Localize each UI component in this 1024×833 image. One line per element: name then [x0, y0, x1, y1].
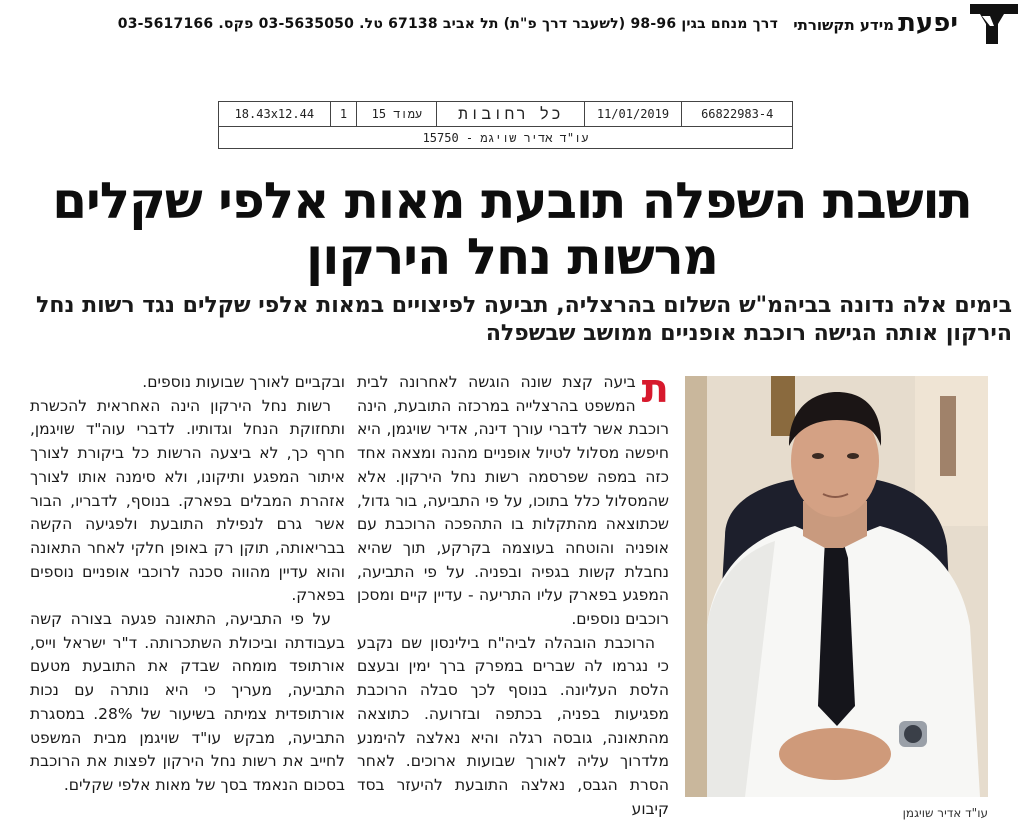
drop-cap: ת	[641, 366, 669, 412]
clipping-client: עו"ד אדיר שויגמ - 15750	[422, 130, 589, 145]
clipping-size: 18.43x12.44	[234, 107, 315, 121]
article-paragraph: ת ביעה קצת שונה הוגשה לאחרונה לבית המשפט בהרצלייה במרכזה התובעת, הינה רוכבת אשר לדברי עורך דינה, אדיר שויגמן, היא חיפשה מסלול לטיול אופניים מהנה ומצאה אחד כזה במפה שפרסמה רשות נחל הירקון. אלא שהמסלול כלל בתוכו, על פי התביעה, בור גדול, שכתוצאה מהתקלות בו התהפכה הרוכבת עם אופניה והוטחה בעוצמה בקרקע, תוך שהיא נחבלת קשות בגפיה ובפניה. על פי התביעה, המפגע בפארק עליו התריעה - עדיין קיים ומסכן רוכבים נוספים.	[357, 366, 669, 629]
article-paragraph: רשות נחל הירקון הינה האחראית להכשרת ותחזוקת הנחל וגדותיו. לדברי עוה"ד שויגמן, חרף כך, לא ביצעה הרשות כל ביקורת לצורך איתור המפגע ותיקונו, ולא סימנה אותו לצורך אזהרת המבלים בפארק. בנוסף, לדבריו, הבור אשר גרם לנפילת התובעת ולפגיעה הקשה בבריאותה, תוקן רק באופן חלקי לאחר התאונה והוא עדיין מהווה סכנה לרוכבי אופניים נוספים בפארק.	[30, 396, 345, 605]
article-subtitle: בימים אלה נדונה בביהמ"ש השלום בהרצליה, תביעה לפיצויים במאות אלפי שקלים נגד רשות נחל הירקון אותה הגישה רוכבת אופניים ממושב שבשפלה	[36, 293, 1012, 346]
article-paragraph: ובקביים לאורך שבועות נוספים.	[142, 373, 345, 391]
article-paragraph: על פי התביעה, התאונה פגעה בצורה קשה בעבודתה וביכולת השתכרותה. ד"ר ישראל וייס, אורתופד מומחה שבדק את התובעת מטעם התביעה, מעריך כי היא נותרה עם נכות אורתופדית צמיתה בשיעור של 28%. במסגרת התביעה, מבקש עו"ד שויגמן מבית המשפט לחייב את רשות נחל הירקון לפצות את הרוכבת בסכום הנאמד בסך של מאות אלפי שקלים.	[30, 610, 345, 794]
article-column-right	[357, 366, 669, 821]
contact-info: דרך מנחם בגין 98-96 (לשעבר דרך פ"ת) תל אביב 67138 טל. 03-5635050 פקס. 03-5617166	[117, 16, 778, 32]
clipping-publication: כל רחובות	[436, 102, 583, 126]
attorney-portrait-photo	[685, 376, 988, 797]
article-column-left	[30, 371, 345, 798]
logo-tagline: מידע תקשורתי	[793, 16, 894, 34]
article-title-line-1: תושבת השפלה תובעת מאות אלפי שקלים	[52, 172, 972, 230]
photo-caption: עו"ד אדיר שויגמן	[902, 806, 988, 820]
clipping-info-box	[218, 101, 793, 149]
article-paragraph: הרוכבת הובהלה לביה"ח בילינסון שם נקבע כי נגרמו לה שברים במפרק ברך ימין ובעצם הלסת העליונה. בנוסף לכך סבלה הרוכבת מפגיעות בפניה, בכתפה ובזרועה. כתוצאה מהתאונה, גובסה רגלה והיא נאלצה להימנע מלדרוך עליה לאורך שבועות ארוכים. לאחר הסרת הגבס, נאלצה התובעת להיעזר בסד קיבוע	[357, 633, 669, 818]
clipping-date: 11/01/2019	[584, 102, 682, 126]
clipping-page: עמוד 15	[356, 102, 436, 126]
logo-wordmark: יפעת	[898, 8, 958, 38]
clipping-info-row	[219, 102, 792, 127]
clipping-count: 1	[330, 102, 357, 126]
clipping-id: 66822983-4	[681, 102, 792, 126]
article-title-line-2: מרשות נחל הירקון	[306, 228, 718, 286]
yifat-logo-icon	[968, 2, 1020, 46]
